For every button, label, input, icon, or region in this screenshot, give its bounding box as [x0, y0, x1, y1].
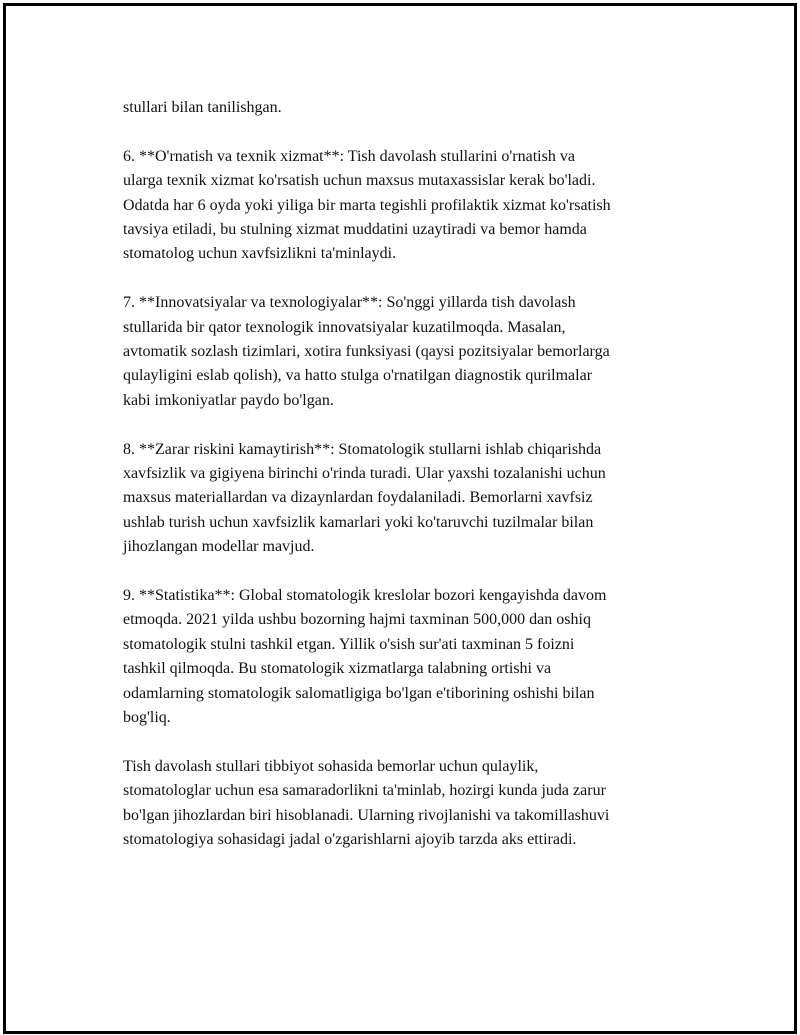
- paragraph-item-8: [123, 438, 698, 560]
- paragraph-intro-continuation: [123, 96, 698, 120]
- paragraph-item-6: [123, 145, 698, 267]
- text-line: jihozlangan modellar mavjud.: [123, 538, 315, 556]
- text-line: stullari bilan tanilishgan.: [123, 99, 282, 116]
- text-line: stomatologiya sohasidagi jadal o'zgarishlarni ajoyib tarzda aks ettiradi.: [123, 831, 577, 849]
- text-line: qulayligini eslab qolish), va hatto stulga o'rnatilgan diagnostik qurilmalar: [123, 367, 593, 385]
- paragraph-gap: [123, 560, 698, 584]
- text-line: bog'liq.: [123, 709, 171, 727]
- paragraph-item-7: [123, 291, 698, 413]
- text-line: 6. **O'rnatish va texnik xizmat**: Tish davolash stullarini o'rnatish va: [123, 147, 575, 165]
- text-line: 8. **Zarar riskini kamaytirish**: Stomatologik stullarni ishlab chiqarishda: [123, 440, 602, 458]
- text-line: bo'lgan jihozlardan biri hisoblanadi. Ularning rivojlanishi va takomillashuvi: [123, 806, 610, 824]
- text-line: stomatolog uchun xavfsizlikni ta'minlaydi.: [123, 245, 397, 263]
- text-line: xavfsizlik va gigiyena birinchi o'rinda turadi. Ular yaxshi tozalanishi uchun: [123, 465, 606, 483]
- paragraph-gap: [123, 120, 698, 144]
- text-line: Odatda har 6 oyda yoki yiliga bir marta tegishli profilaktik xizmat ko'rsatish: [123, 196, 611, 214]
- text-line: stomatologlar uchun esa samaradorlikni ta'minlab, hozirgi kunda juda zarur: [123, 782, 606, 800]
- text-line: tavsiya etiladi, bu stulning xizmat muddatini uzaytiradi va bemor hamda: [123, 221, 587, 239]
- paragraph-gap: [123, 413, 698, 437]
- document-body: [123, 96, 698, 853]
- page-frame: [3, 3, 797, 1034]
- text-line: odamlarning stomatologik salomatligiga bo'lgan e'tiborining oshishi bilan: [123, 684, 595, 702]
- text-line: avtomatik sozlash tizimlari, xotira funksiyasi (qaysi pozitsiyalar bemorlarga: [123, 343, 610, 361]
- paragraph-gap: [123, 731, 698, 755]
- text-line: 9. **Statistika**: Global stomatologik kreslolar bozori kengayishda davom: [123, 587, 607, 605]
- paragraph-gap: [123, 267, 698, 291]
- text-line: 7. **Innovatsiyalar va texnologiyalar**: So'nggi yillarda tish davolash: [123, 294, 576, 312]
- text-line: ushlab turish uchun xavfsizlik kamarlari yoki ko'taruvchi tuzilmalar bilan: [123, 513, 594, 531]
- text-line: etmoqda. 2021 yilda ushbu bozorning hajmi taxminan 500,000 dan oshiq: [123, 611, 591, 629]
- text-line: stomatologik stulni tashkil etgan. Yillik o'sish sur'ati taxminan 5 foizni: [123, 635, 575, 653]
- text-line: maxsus materiallardan va dizaynlardan foydalaniladi. Bemorlarni xavfsiz: [123, 489, 593, 507]
- text-line: Tish davolash stullari tibbiyot sohasida bemorlar uchun qulaylik,: [123, 757, 539, 775]
- paragraph-item-9: [123, 584, 698, 730]
- text-line: stullarida bir qator texnologik innovatsiyalar kuzatilmoqda. Masalan,: [123, 318, 566, 336]
- paragraph-conclusion: [123, 755, 698, 853]
- text-line: ularga texnik xizmat ko'rsatish uchun maxsus mutaxassislar kerak bo'ladi.: [123, 172, 596, 190]
- text-line: tashkil qilmoqda. Bu stomatologik xizmatlarga talabning ortishi va: [123, 660, 552, 678]
- text-line: kabi imkoniyatlar paydo bo'lgan.: [123, 391, 334, 409]
